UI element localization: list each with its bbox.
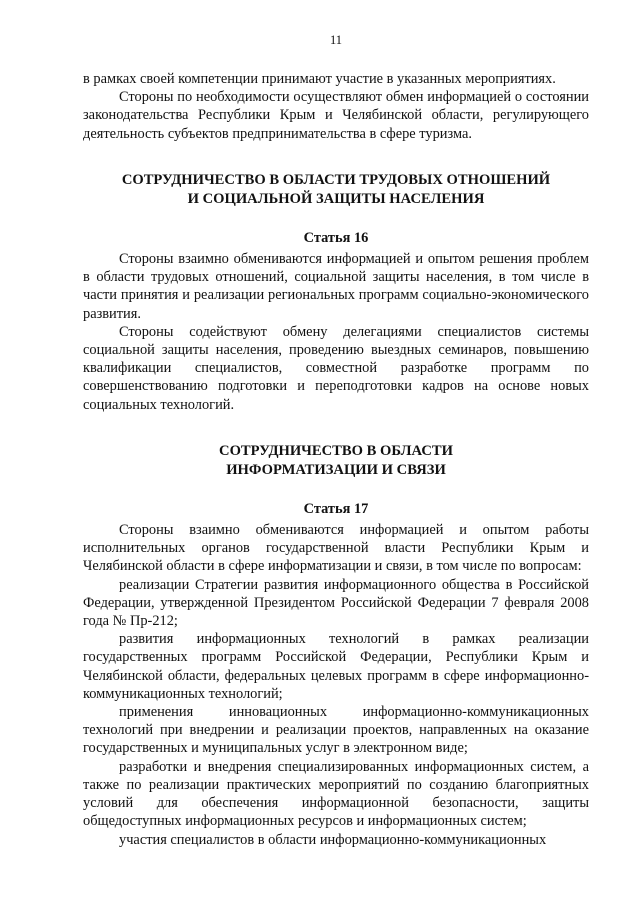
intro-paragraph-2: Стороны по необходимости осуществляют обмен информацией о состоянии законодательства Республики Крым и Челябинской области, регулирующего деятельность субъектов предпринимательства в сфере туризма.: [83, 89, 589, 142]
article-16-paragraph-1: Стороны взаимно обмениваются информацией и опытом решения проблем в области трудовых отношений, социальной защиты населения, в том числе в части принятия и реализации региональных программ социально-экономического развития.: [83, 251, 589, 322]
article-17-paragraph-2: реализации Стратегии развития информационного общества в Российской Федерации, утвержденной Президентом Российской Федерации 7 февраля 2008 года № Пр-212;: [83, 576, 589, 630]
section-heading-line: СОТРУДНИЧЕСТВО В ОБЛАСТИ ТРУДОВЫХ ОТНОШЕНИЙ: [121, 171, 551, 188]
article-17-paragraph-4: применения инновационных информационно-коммуникационных технологий при внедрении и реализации проектов, направленных на оказание государственных и муниципальных услуг в электронном виде;: [83, 704, 589, 757]
page-number: 11: [329, 33, 343, 47]
intro-paragraph-1: в рамках своей компетенции принимают участие в указанных мероприятиях.: [83, 71, 556, 87]
article-17-paragraph-1: Стороны взаимно обмениваются информацией и опытом работы исполнительных органов государственной власти Республики Крым и Челябинской области в сфере информатизации и связи, в том числе по вопросам:: [83, 522, 589, 575]
article-17-paragraph-6: участия специалистов в области информационно-коммуникационных: [119, 831, 547, 848]
document-page: [83, 32, 589, 849]
article-17-paragraph-3: развития информационных технологий в рамках реализации государственных программ Российской Федерации, Республики Крым и Челябинской области, федеральных целевых программ в сфере информационно-коммуникационных технологий;: [83, 631, 589, 702]
section-heading-informatization: [83, 442, 589, 480]
section-heading-line: ИНФОРМАТИЗАЦИИ И СВЯЗИ: [226, 461, 446, 478]
article-title-17: Статья 17: [303, 500, 369, 517]
article-16-paragraph-2: Стороны содействуют обмену делегациями специалистов системы социальной защиты населения, проведению выездных семинаров, повышению квалификации специалистов, совместной разработке программ по совершенствованию подготовки и переподготовки кадров на основе новых социальных технологий.: [83, 323, 589, 413]
section-heading-labor: [83, 171, 589, 209]
section-heading-line: СОТРУДНИЧЕСТВО В ОБЛАСТИ: [219, 442, 453, 459]
article-title-16: Статья 16: [303, 229, 369, 246]
section-heading-line: И СОЦИАЛЬНОЙ ЗАЩИТЫ НАСЕЛЕНИЯ: [187, 190, 485, 207]
article-17-paragraph-5: разработки и внедрения специализированных информационных систем, а также по реализации практических мероприятий по созданию благоприятных условий для обеспечения информационной безопасности, защиты общедоступных информационных ресурсов и информационных систем;: [83, 758, 589, 830]
